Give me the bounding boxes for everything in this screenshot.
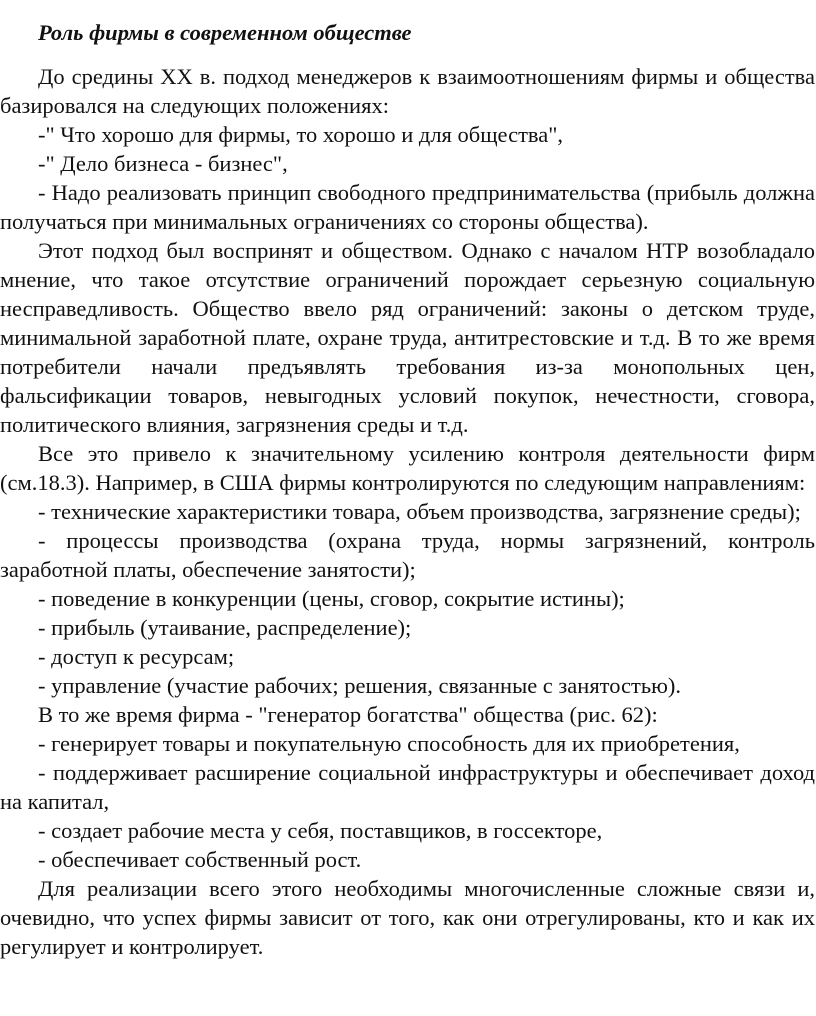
list-item-wealth-3: - создает рабочие места у себя, поставщиков, в госсекторе,: [38, 818, 603, 843]
list-item-control-6: - управление (участие рабочих; решения, связанные с занятостью).: [38, 673, 682, 698]
list-item-control-1: - технические характеристики товара, объем производства, загрязнение среды);: [38, 499, 801, 524]
list-item-wealth-2: - поддерживает расширение социальной инфраструктуры и обеспечивает доход на капитал,: [0, 760, 815, 814]
list-item-control-2: - процессы производства (охрана труда, нормы загрязнений, контроль заработной платы, обеспечение занятости);: [0, 528, 815, 582]
list-item-control-3: - поведение в конкуренции (цены, сговор, сокрытие истины);: [38, 586, 625, 611]
list-item-principle-1: -" Что хорошо для фирмы, то хорошо и для общества",: [38, 122, 564, 147]
paragraph-wealth-generator: В то же время фирма - "генератор богатства" общества (рис. 62):: [38, 702, 658, 727]
paragraph-conclusion: Для реализации всего этого необходимы многочисленные сложные связи и, очевидно, что успех фирмы зависит от того, как они отрегулированы, кто и как их регулирует и контролирует.: [0, 876, 815, 959]
list-item-principle-2: -" Дело бизнеса - бизнес",: [38, 151, 288, 176]
paragraph-intro: До средины XX в. подход менеджеров к взаимоотношениям фирмы и общества базировался на следующих положениях:: [0, 64, 815, 118]
list-item-wealth-1: - генерирует товары и покупательную способность для их приобретения,: [38, 731, 740, 756]
paragraph-ntr: Этот подход был воспринят и обществом. Однако с началом НТР возобладало мнение, что такое отсутствие ограничений порождает серьезную социальную несправедливость. Общество ввело ряд ограничений: законы о детском труде, минимальной заработной плате, охране труда, антитрестовские и т.д. В то же время потребители начали предъявлять требования из-за монопольных цен, фальсификации товаров, невыгодных условий покупок, нечестности, сговора, политического влияния, загрязнения среды и т.д.: [0, 238, 815, 437]
list-item-wealth-4: - обеспечивает собственный рост.: [38, 847, 362, 872]
list-item-control-5: - доступ к ресурсам;: [38, 644, 235, 669]
list-item-principle-3: - Надо реализовать принцип свободного предпринимательства (прибыль должна получаться при минимальных ограничениях со стороны общества).: [0, 180, 815, 234]
document-title: Роль фирмы в современном обществе: [38, 20, 412, 45]
list-item-control-4: - прибыль (утаивание, распределение);: [38, 615, 412, 640]
paragraph-control: Все это привело к значительному усилению контроля деятельности фирм (см.18.3). Например, в США фирмы контролируются по следующим направлениям:: [0, 441, 815, 495]
document-body: [0, 62, 815, 961]
